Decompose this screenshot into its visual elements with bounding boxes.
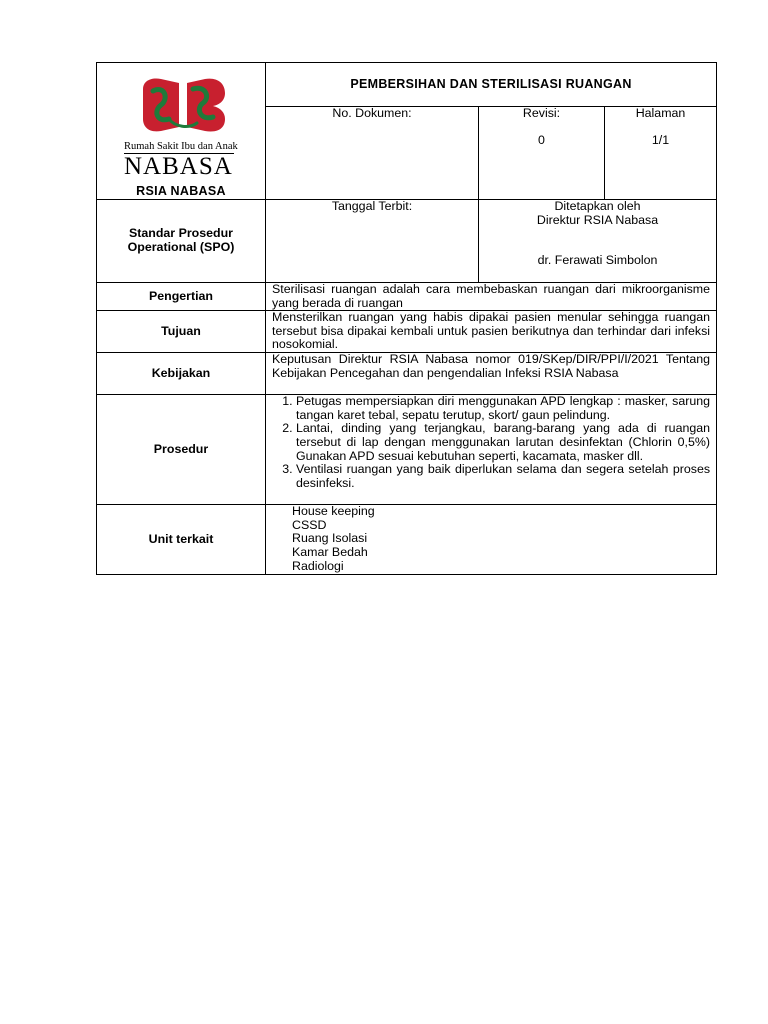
unit-item: Radiologi	[292, 558, 344, 573]
org-label: RSIA NABASA	[136, 184, 226, 198]
approved-by-title: Direktur RSIA Nabasa	[536, 212, 659, 227]
logo-wordmark: NABASA	[124, 153, 233, 180]
page-label: Halaman	[635, 106, 686, 120]
issue-date-cell	[266, 200, 479, 283]
prosedur-label: Prosedur	[97, 395, 266, 505]
unit-list	[266, 505, 717, 575]
spo-label: Standar Prosedur Operational (SPO)	[97, 200, 266, 283]
pengertian-label: Pengertian	[97, 283, 266, 311]
revision-value: 0	[538, 132, 545, 147]
page-cell	[605, 107, 717, 200]
procedure-step: 1. Petugas mempersiapkan diri menggunakan APD lengkap : masker, sarung tangan karet tebal, sepatu terutup, skort/ gaun pelindung.	[296, 395, 710, 422]
unit-item: Ruang Isolasi	[292, 531, 368, 546]
document-title: PEMBERSIHAN DAN STERILISASI RUANGAN	[266, 63, 717, 107]
unit-terkait-label: Unit terkait	[97, 505, 266, 575]
procedure-step: 3. Ventilasi ruangan yang baik diperlukan selama dan segera setelah proses desinfeksi.	[296, 463, 710, 490]
logo-cell	[97, 63, 266, 200]
procedure-steps	[272, 395, 710, 490]
tujuan-label: Tujuan	[97, 311, 266, 353]
unit-item: CSSD	[292, 517, 327, 532]
doc-number-label: No. Dokumen:	[332, 106, 412, 120]
issue-date-label: Tanggal Terbit:	[331, 199, 413, 213]
kebijakan-text: Keputusan Direktur RSIA Nabasa nomor 019/SKep/DIR/PPI/I/2021 Tentang Kebijakan Pencegahan dan pengendalian Infeksi RSIA Nabasa	[266, 353, 717, 395]
doc-number-cell	[266, 107, 479, 200]
tujuan-text: Mensterilkan ruangan yang habis dipakai pasien menular sehingga ruangan tersebut bisa dipakai kembali untuk pasien berikutnya dan terhindar dari infeksi nosokomial.	[266, 311, 717, 353]
kebijakan-label: Kebijakan	[97, 353, 266, 395]
hospital-logo-icon	[139, 75, 229, 137]
unit-item: Kamar Bedah	[292, 544, 368, 559]
logo-caption: Rumah Sakit Ibu dan Anak	[124, 141, 238, 152]
procedure-step: 2. Lantai, dinding yang terjangkau, barang-barang yang ada di ruangan tersebut di lap dengan menggunakan larutan desinfektan (Chlorin 0,5%) Gunakan APD sesuai kebutuhan seperti, kacamata, masker dll.	[296, 422, 710, 463]
prosedur-cell	[266, 395, 717, 505]
unit-item: House keeping	[292, 504, 375, 519]
approval-cell	[479, 200, 717, 283]
revision-label: Revisi:	[522, 106, 561, 120]
page-value: 1/1	[651, 132, 670, 147]
spo-table	[96, 62, 717, 575]
revision-cell	[479, 107, 605, 200]
approver-name: dr. Ferawati Simbolon	[537, 253, 658, 268]
approved-by-label: Ditetapkan oleh	[554, 199, 641, 213]
pengertian-text: Sterilisasi ruangan adalah cara membebaskan ruangan dari mikroorganisme yang berada di ruangan	[266, 283, 717, 311]
